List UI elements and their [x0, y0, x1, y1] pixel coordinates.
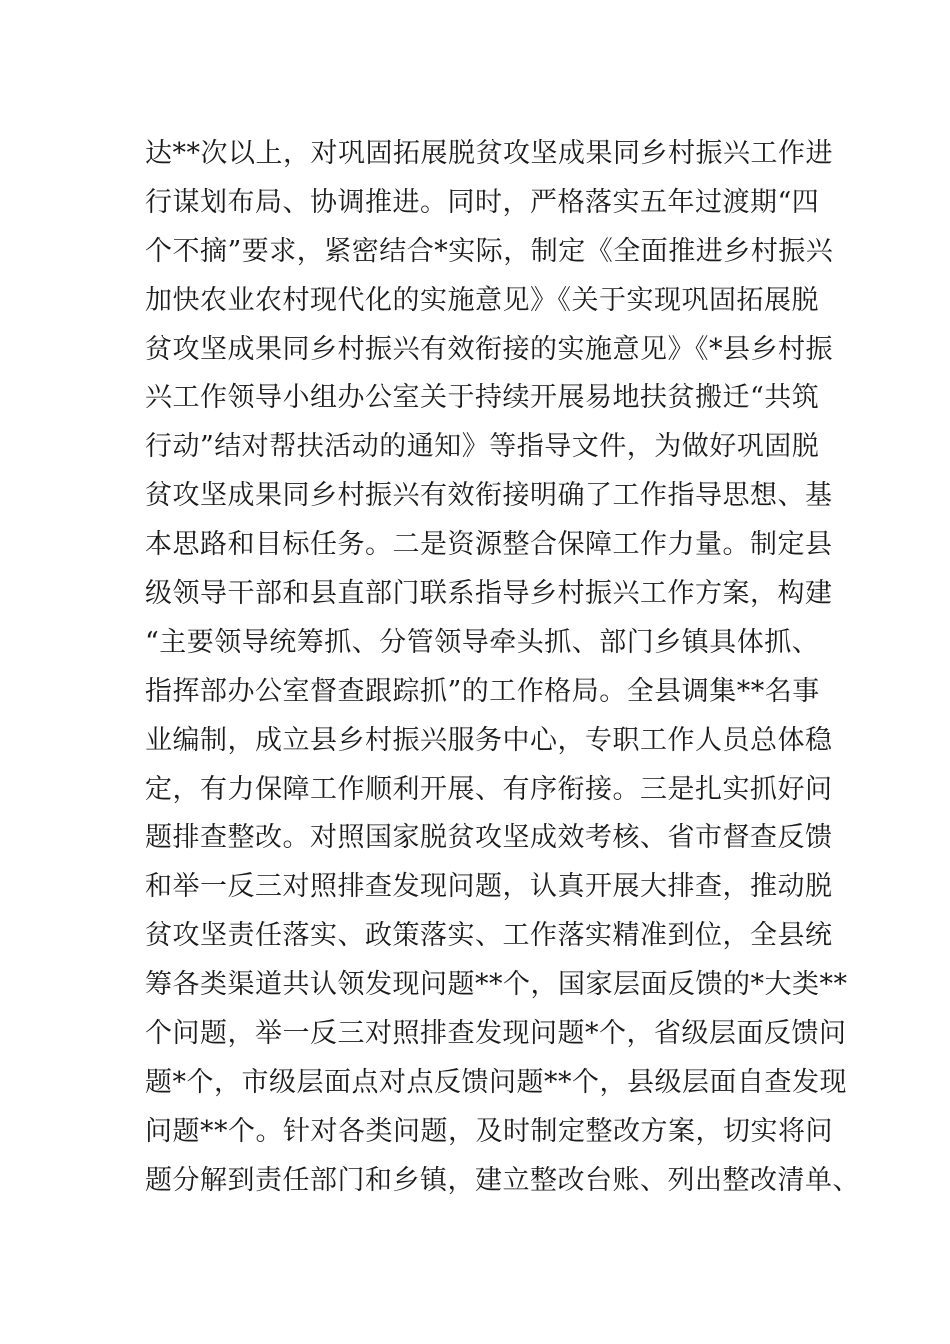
text-line: 达**次以上，对巩固拓展脱贫攻坚成果同乡村振兴工作进 [145, 138, 833, 169]
text-line: 兴工作领导小组办公室关于持续开展易地扶贫搬迁“共筑 [145, 382, 820, 414]
text-line: 筹各类渠道共认领发现问题**个，国家层面反馈的*大类** [145, 969, 848, 1001]
text-line: 题分解到责任部门和乡镇，建立整改台账、列出整改清单、 [145, 1164, 860, 1196]
text-line: 问题**个。针对各类问题，及时制定整改方案，切实将问 [145, 1115, 833, 1147]
text-line: “主要领导统筹抓、分管领导牵头抓、部门乡镇具体抓、 [145, 626, 820, 658]
text-line: 贫攻坚责任落实、政策落实、工作落实精准到位，全县统 [145, 920, 833, 952]
text-line: 加快农业农村现代化的实施意见》《关于实现巩固拓展脱 [145, 284, 819, 316]
text-line: 级领导干部和县直部门联系指导乡村振兴工作方案，构建 [145, 578, 833, 610]
text-line: 贫攻坚成果同乡村振兴有效衔接的实施意见》《*县乡村振 [145, 333, 833, 365]
text-line: 个问题，举一反三对照排查发现问题*个，省级层面反馈问 [145, 1018, 847, 1050]
text-line: 个不摘”要求，紧密结合*实际，制定《全面推进乡村振兴 [145, 235, 834, 267]
text-line: 行谋划布局、协调推进。同时，严格落实五年过渡期“四 [145, 186, 820, 218]
text-line: 题排查整改。对照国家脱贫攻坚成效考核、省市督查反馈 [145, 822, 833, 854]
text-line: 题*个，市级层面点对点反馈问题**个，县级层面自查发现 [145, 1066, 847, 1098]
text-line: 和举一反三对照排查发现问题，认真开展大排查，推动脱 [145, 871, 833, 903]
text-line: 定，有力保障工作顺利开展、有序衔接。三是扎实抓好问 [145, 773, 833, 805]
text-line: 指挥部办公室督查跟踪抓”的工作格局。全县调集**名事 [145, 675, 820, 707]
body-text [145, 130, 860, 1206]
text-line: 本思路和目标任务。二是资源整合保障工作力量。制定县 [145, 529, 833, 561]
text-line: 贫攻坚成果同乡村振兴有效衔接明确了工作指导思想、基 [145, 480, 833, 512]
text-line: 行动”结对帮扶活动的通知》等指导文件，为做好巩固脱 [145, 431, 820, 463]
text-line: 业编制，成立县乡村振兴服务中心，专职工作人员总体稳 [145, 724, 833, 756]
